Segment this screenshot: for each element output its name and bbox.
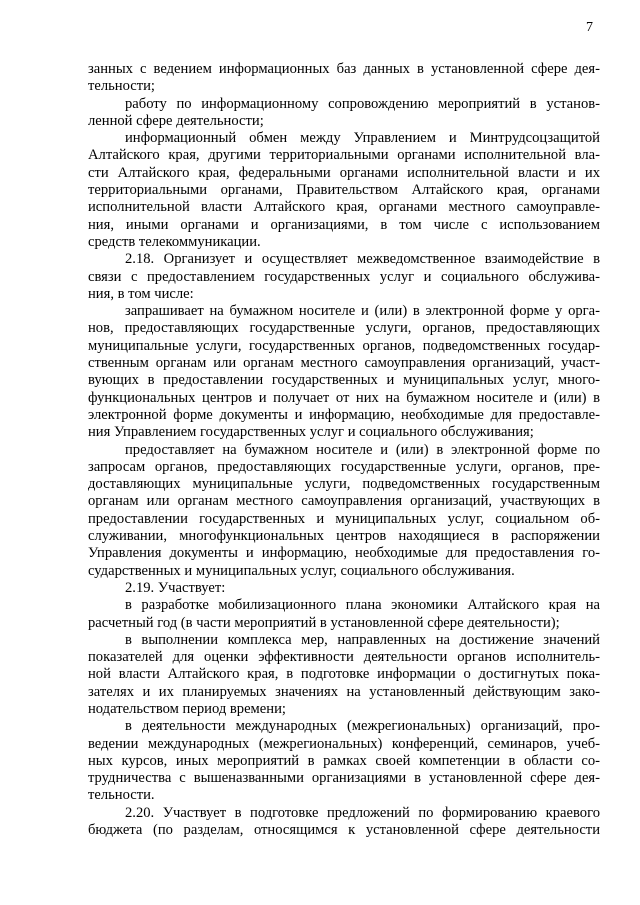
text-line: территориальными органами, Правительством Алтайского края, органами (88, 182, 600, 199)
text-line: средств телекоммуникации. (88, 233, 261, 250)
document-body (88, 61, 600, 839)
text-line: предоставляет на бумажном носителе и (или) в электронной форме по (125, 441, 600, 458)
text-line: электронной форме документы и информацию, необходимые для предоставле- (88, 406, 600, 423)
text-line: муниципальные услуги, государственных органов, подведомственных государ- (88, 337, 600, 354)
text-line: зателях и их планируемых значениях на установленный действующим зако- (88, 683, 600, 700)
text-line: ленной сфере деятельности; (88, 112, 264, 129)
text-line: ных курсов, иных мероприятий в рамках своей компетенции в области со- (88, 752, 600, 769)
text-line: расчетный год (в части мероприятий в установленной сфере деятельности); (88, 614, 560, 631)
text-line: занных с ведением информационных баз данных в установленной сфере дея- (88, 61, 600, 77)
text-line: ной власти Алтайского края, в подготовке информации о достигнутых пока- (88, 666, 600, 683)
text-line: 2.20. Участвует в подготовке предложений по формированию краевого (125, 804, 600, 821)
text-line: служивании, многофункциональных центров находящиеся в распоряжении (88, 528, 600, 545)
text-line: Алтайского края, другими территориальными органами исполнительной вла- (88, 147, 600, 164)
text-line: ведении международных (межрегиональных) конференций, семинаров, учеб- (88, 735, 600, 752)
text-line: исполнительной власти Алтайского края, органами местного самоуправле- (88, 199, 600, 216)
text-line: 2.18. Организует и осуществляет межведомственное взаимодействие в (125, 251, 600, 268)
text-line: показателей для оценки эффективности деятельности органов исполнитель- (88, 649, 600, 666)
text-line: предоставлении государственных и муниципальных услуг, социальном об- (88, 510, 600, 527)
text-line: запрашивает на бумажном носителе и (или) в электронной форме у орга- (125, 303, 600, 320)
text-line: Управления документы и информацию, необходимые для предоставления го- (88, 545, 600, 562)
text-line: в разработке мобилизационного плана экономики Алтайского края на (125, 597, 600, 614)
text-line: в деятельности международных (межрегиональных) организаций, про- (125, 718, 600, 735)
text-line: ния, в том числе: (88, 285, 194, 302)
text-line: бюджета (по разделам, относящимся к установленной сфере деятельности (88, 822, 600, 839)
text-line: 2.19. Участвует: (125, 579, 226, 596)
text-line: нодательством период времени; (88, 700, 286, 717)
text-line: вующих в предоставлении государственных и муниципальных услуг, много- (88, 372, 600, 389)
text-line: трудничества с вышеназванными организациями в установленной сфере дея- (88, 770, 600, 787)
text-line: тельности; (88, 78, 155, 95)
text-line: органам или органам местного самоуправления организаций, участвующих в (88, 493, 600, 510)
text-line: тельности. (88, 787, 155, 804)
text-line: сударственных и муниципальных услуг, социального обслуживания. (88, 562, 515, 579)
text-line: связи с предоставлением государственных услуг и социального обслужива- (88, 268, 600, 285)
text-line: функциональных центров и получает от них на бумажном носителе и (или) в (88, 389, 600, 406)
text-line: информационный обмен между Управлением и Минтрудсоцзащитой (125, 130, 600, 147)
text-line: сти Алтайского края, федеральными органами исполнительной власти и их (88, 164, 600, 181)
text-line: в выполнении комплекса мер, направленных на достижение значений (125, 631, 600, 648)
text-line: ния Управлением государственных услуг и социального обслуживания; (88, 424, 534, 441)
text-line: доставляющих муниципальные услуги, подведомственных государственным (88, 476, 600, 493)
text-line: ственным органам или органам местного самоуправления организаций, участ- (88, 355, 600, 372)
page-number: 7 (586, 20, 593, 35)
text-line: работу по информационному сопровождению мероприятий в установ- (125, 95, 600, 112)
text-line: запросам органов, предоставляющих государственные услуги, органов, пре- (88, 458, 600, 475)
text-line: нов, предоставляющих государственные услуги, органов, предоставляющих (88, 320, 600, 337)
text-line: ния, иными органами и организациями, в том числе с использованием (88, 216, 600, 233)
